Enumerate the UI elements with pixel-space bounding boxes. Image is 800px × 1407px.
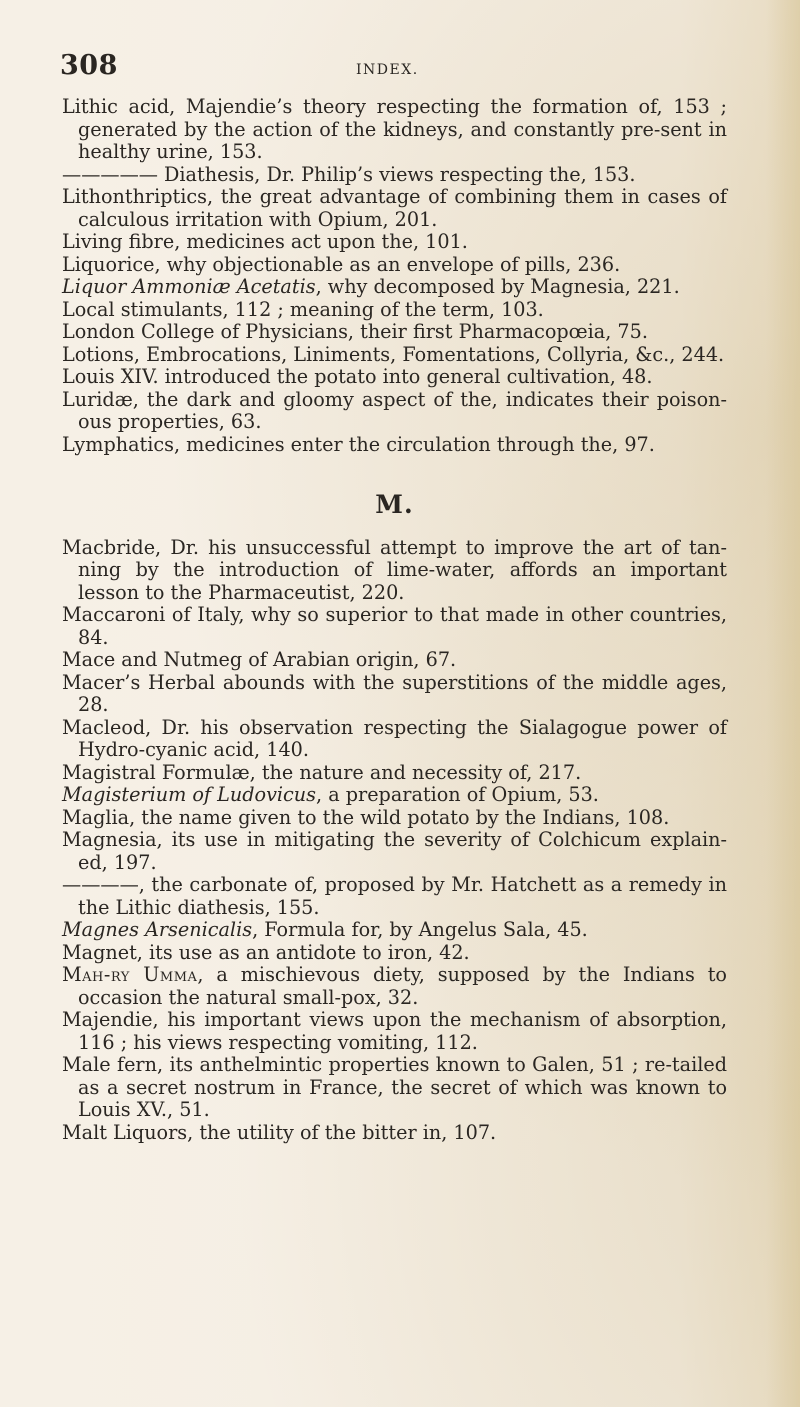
- entry-text: Magnet, its use as an antidote to iron, 42.: [62, 940, 470, 964]
- index-entry: [62, 299, 727, 322]
- entry-text: London College of Physicians, their first Pharmacopœia, 75.: [62, 320, 648, 343]
- entry-text: Lithic acid, Majendie’s theory respecting the formation of, 153 ; generated by the action of the kidneys, and constantly pre-sent in healthy urine, 153.: [62, 95, 727, 163]
- index-entry: [62, 717, 727, 762]
- index-entry: [62, 829, 727, 874]
- small-caps-term: Mah-ry Umma: [62, 963, 198, 986]
- italic-term: Liquor Ammoniæ Acetatis: [62, 275, 316, 298]
- entry-text: ————, the carbonate of, proposed by Mr. Hatchett as a remedy in the Lithic diathesis, 155.: [62, 873, 727, 919]
- index-entry: [62, 807, 727, 830]
- running-head: INDEX.: [356, 62, 419, 78]
- index-entry: [62, 672, 727, 717]
- index-entry: [62, 96, 727, 164]
- entry-text: , why decomposed by Magnesia, 221.: [315, 275, 680, 298]
- page-number: 308: [60, 50, 118, 81]
- entry-text: Lithonthriptics, the great advantage of combining them in cases of calculous irritation with Opium, 201.: [62, 185, 727, 231]
- index-entry: [62, 919, 727, 942]
- entry-text: Maccaroni of Italy, why so superior to that made in other countries, 84.: [62, 603, 727, 649]
- entry-text: Macleod, Dr. his observation respecting the Sialagogue power of Hydro-cyanic acid, 140.: [62, 715, 727, 761]
- index-entry: [62, 164, 727, 187]
- italic-term: Magisterium of Ludovicus: [62, 783, 316, 806]
- entry-text: , a mischievous diety, supposed by the Indians to occasion the natural small-pox, 32.: [78, 963, 727, 1009]
- index-entry: [62, 964, 727, 1009]
- entry-text: Liquorice, why objectionable as an envelope of pills, 236.: [62, 252, 621, 276]
- index-entry: [62, 537, 727, 605]
- index-section-l: [62, 96, 727, 456]
- entry-text: Louis XIV. introduced the potato into general cultivation, 48.: [62, 365, 653, 388]
- index-entry: [62, 434, 727, 457]
- entry-text: Magnesia, its use in mitigating the severity of Colchicum explain-ed, 197.: [62, 828, 727, 874]
- index-entry: [62, 254, 727, 277]
- page-header: [60, 50, 700, 90]
- entry-text: Majendie, his important views upon the mechanism of absorption, 116 ; his views respecting vomiting, 112.: [62, 1008, 727, 1054]
- entry-text: Local stimulants, 112 ; meaning of the term, 103.: [62, 297, 544, 321]
- entry-text: , Formula for, by Angelus Sala, 45.: [252, 918, 588, 941]
- index-entry: [62, 1054, 727, 1122]
- entry-text: Male fern, its anthelmintic properties known to Galen, 51 ; re-tailed as a secret nostrum in France, the secret of which was known to Louis XV., 51.: [62, 1053, 727, 1121]
- entry-text: Lotions, Embrocations, Liniments, Fomentations, Collyria, &c., 244.: [62, 342, 725, 366]
- index-entry: [62, 389, 727, 434]
- section-letter-heading: M.: [375, 490, 414, 519]
- entry-text: ————— Diathesis, Dr. Philip’s views respecting the, 153.: [62, 162, 636, 186]
- entry-text: Mace and Nutmeg of Arabian origin, 67.: [62, 648, 457, 671]
- entry-text: Maglia, the name given to the wild potato by the Indians, 108.: [62, 805, 670, 829]
- index-entry: [62, 1122, 727, 1145]
- index-entry: [62, 942, 727, 965]
- index-content: [62, 96, 727, 1144]
- entry-text: , a preparation of Opium, 53.: [316, 783, 599, 806]
- index-entry: [62, 1009, 727, 1054]
- index-entry: [62, 344, 727, 367]
- index-entry: [62, 366, 727, 389]
- index-entry: [62, 231, 727, 254]
- entry-text: Luridæ, the dark and gloomy aspect of the, indicates their poison-ous properties, 63.: [62, 387, 727, 433]
- entry-text: Magistral Formulæ, the nature and necessity of, 217.: [62, 760, 582, 784]
- entry-text: Lymphatics, medicines enter the circulation through the, 97.: [62, 432, 655, 456]
- index-entry: [62, 604, 727, 649]
- entry-text: Malt Liquors, the utility of the bitter in, 107.: [62, 1120, 497, 1144]
- italic-term: Magnes Arsenicalis: [62, 918, 253, 941]
- index-entry: [62, 874, 727, 919]
- index-entry: [62, 186, 727, 231]
- page-edge-shadow: [766, 0, 800, 1407]
- index-entry: [62, 784, 727, 807]
- entry-text: Macbride, Dr. his unsuccessful attempt to improve the art of tan-ning by the introduction of lime-water, affords an important lesson to the Pharmaceutist, 220.: [62, 535, 727, 604]
- entry-text: Living fibre, medicines act upon the, 101.: [62, 230, 468, 253]
- index-section-m: [62, 537, 727, 1145]
- index-entry: [62, 276, 727, 299]
- index-entry: [62, 649, 727, 672]
- entry-text: Macer’s Herbal abounds with the superstitions of the middle ages, 28.: [62, 670, 727, 716]
- index-entry: [62, 321, 727, 344]
- index-entry: [62, 762, 727, 785]
